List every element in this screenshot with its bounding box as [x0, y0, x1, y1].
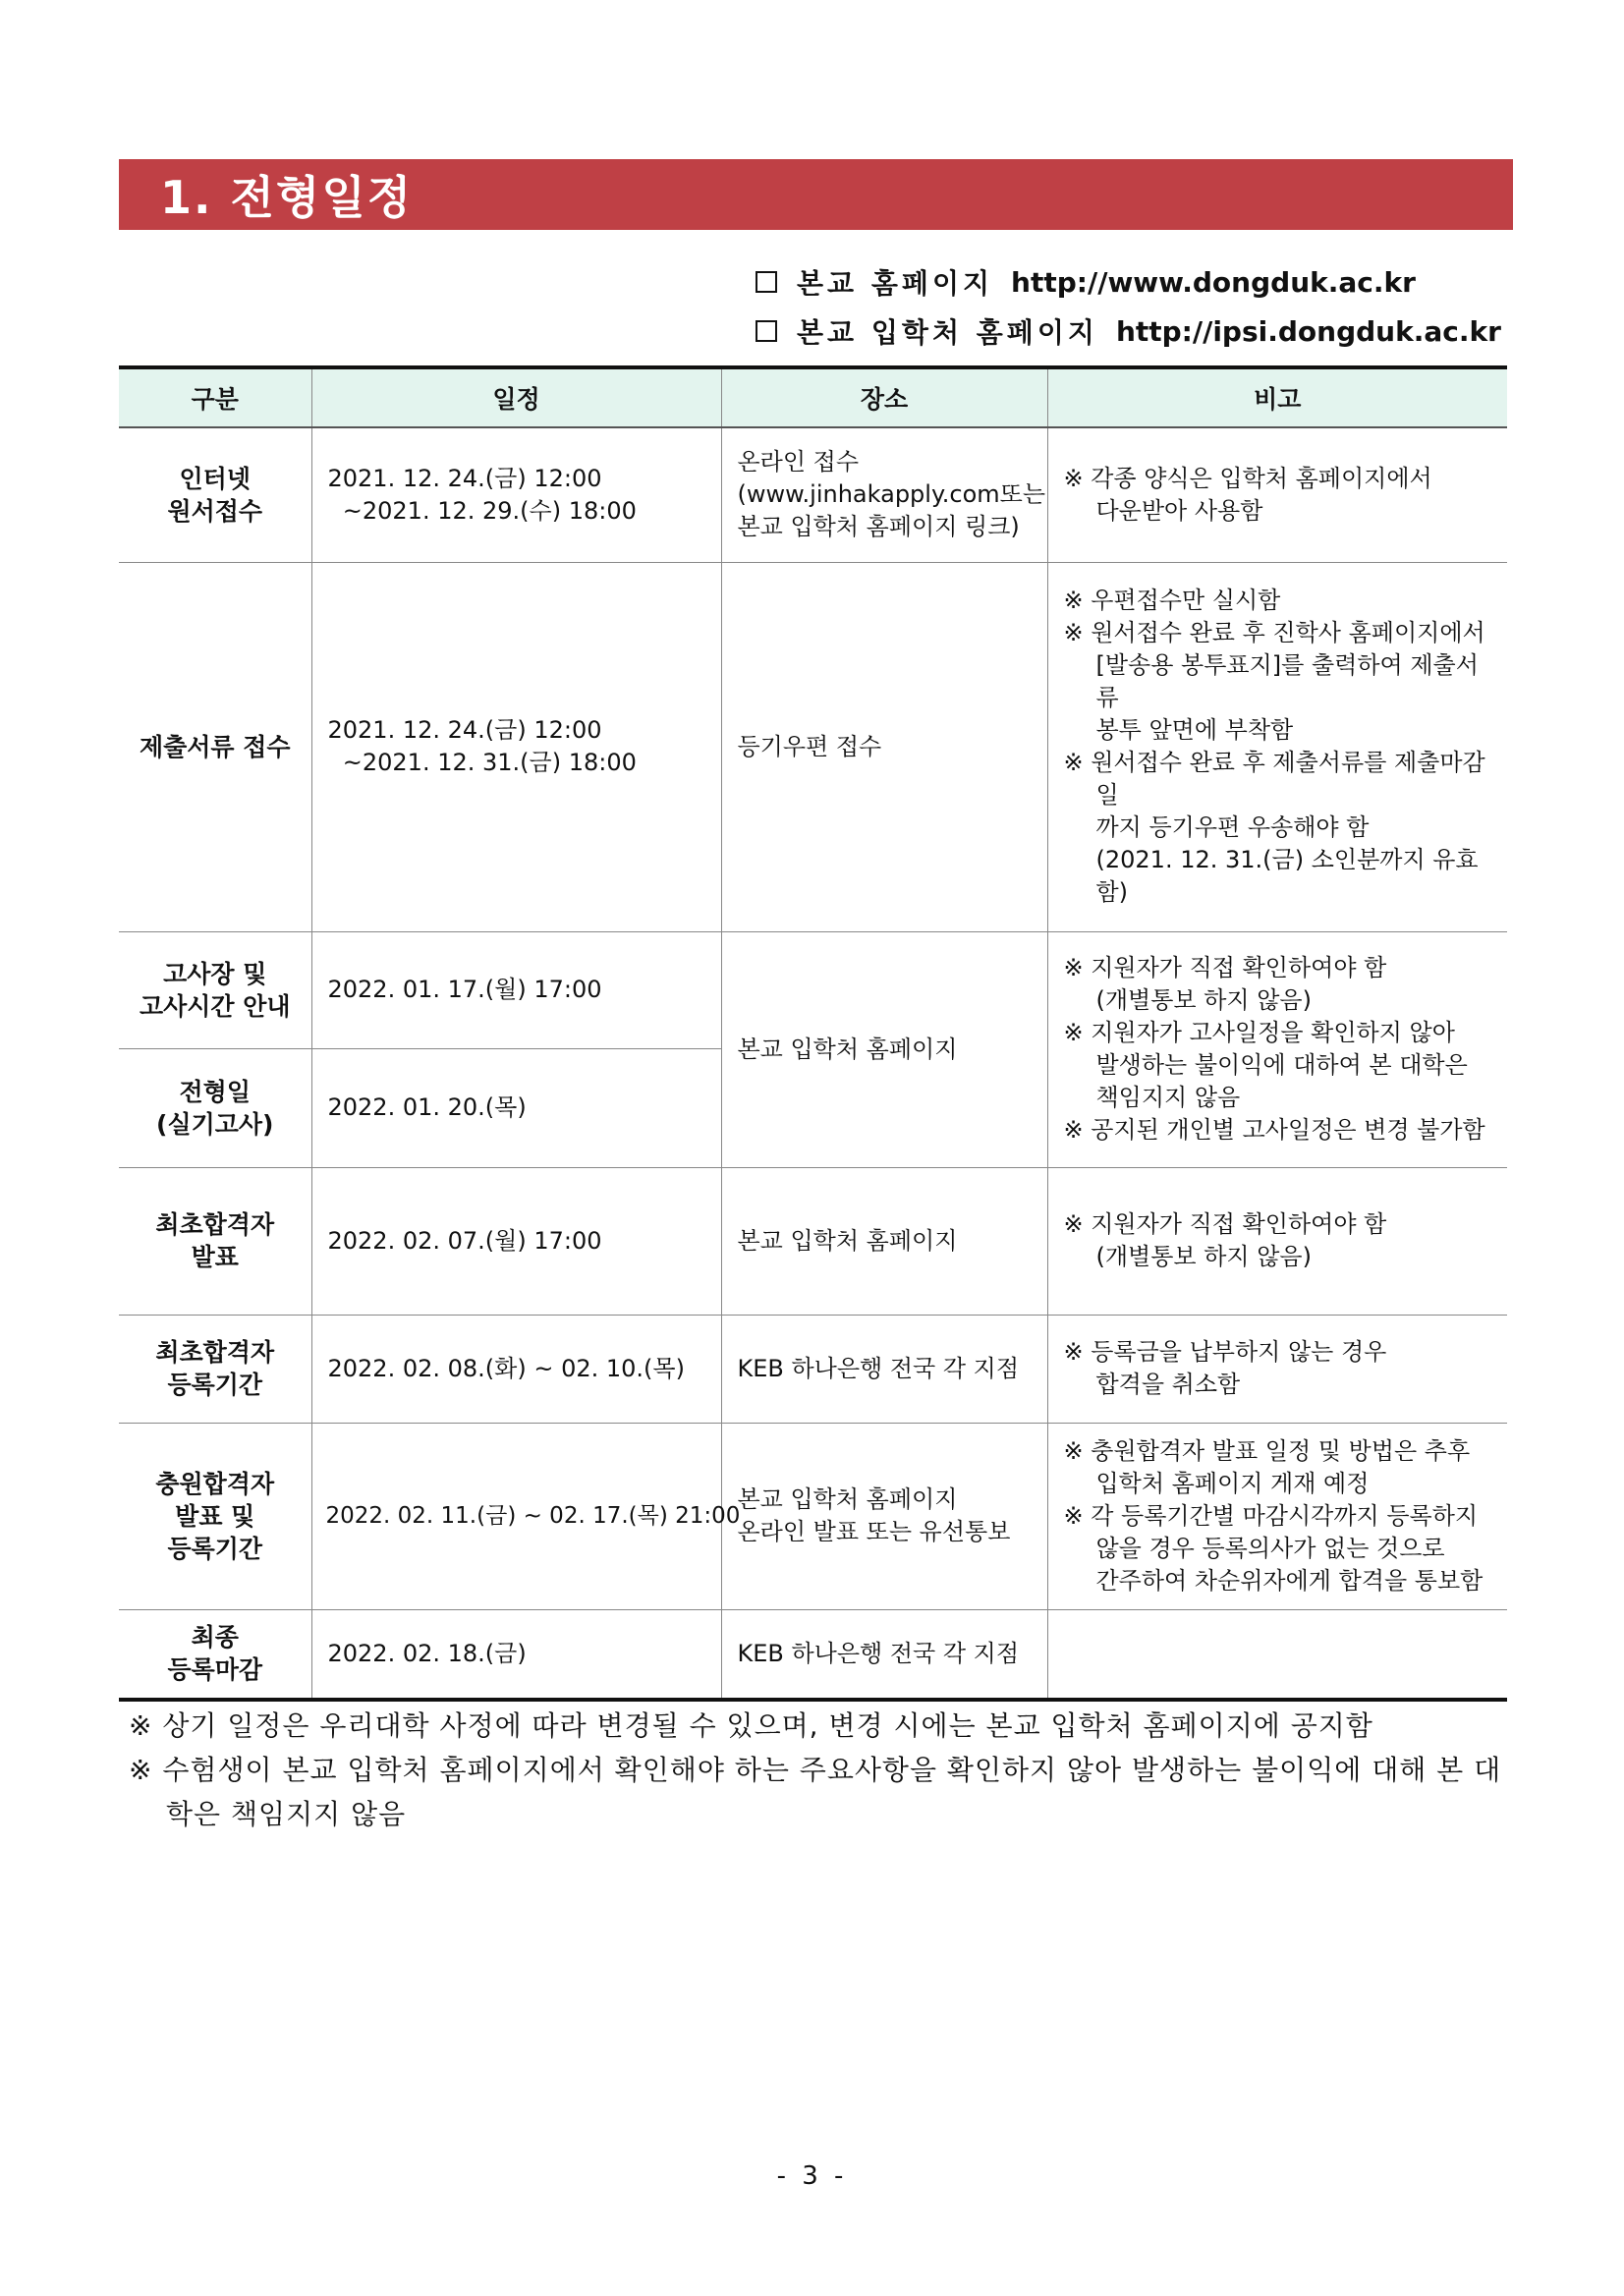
note-item: ※ 지원자가 직접 확인하여야 함 (개별통보 하지 않음) [1063, 954, 1387, 1014]
row-category: 최초합격자 등록기간 [119, 1315, 311, 1423]
admission-link-line [756, 307, 1501, 356]
date-line: ~2021. 12. 31.(금) 18:00 [327, 749, 637, 776]
place-line: 온라인 접수 [737, 448, 860, 476]
row-category: 충원합격자 발표 및 등록기간 [119, 1423, 311, 1609]
row-date [311, 427, 721, 562]
row-date [311, 1315, 721, 1423]
date-line: 2022. 02. 18.(금) [327, 1639, 527, 1667]
homepage-link-url[interactable]: http://www.dongduk.ac.kr [1011, 265, 1416, 299]
homepage-links [756, 257, 1501, 356]
place-line: KEB 하나은행 전국 각 지점 [737, 1639, 1020, 1667]
row-place [721, 1315, 1047, 1423]
note-item: ※ 지원자가 직접 확인하여야 함 (개별통보 하지 않음) [1063, 1210, 1387, 1270]
row-place [721, 562, 1047, 931]
row-date [311, 1609, 721, 1700]
note-item: ※ 원서접수 완료 후 제출서류를 제출마감일 까지 등기우편 우송해야 함 (2021. 12. 31.(금) 소인분까지 유효함) [1063, 749, 1485, 906]
table-row [119, 1315, 1507, 1423]
date-line: ~2021. 12. 29.(수) 18:00 [327, 496, 637, 525]
row-place [721, 1423, 1047, 1609]
note-item: ※ 공지된 개인별 고사일정은 변경 불가함 [1063, 1116, 1485, 1144]
row-category: 최초합격자 발표 [119, 1167, 311, 1315]
page-number: - 3 - [776, 2161, 848, 2191]
note-item: ※ 우편접수만 실시함 [1063, 587, 1281, 614]
note-item: ※ 각종 양식은 입학처 홈페이지에서 다운받아 사용함 [1063, 464, 1432, 525]
date-line: 2022. 02. 08.(화) ~ 02. 10.(목) [327, 1354, 685, 1382]
place-line: KEB 하나은행 전국 각 지점 [737, 1354, 1020, 1382]
table-row [119, 427, 1507, 562]
table-row [119, 1609, 1507, 1700]
admission-link-url[interactable]: http://ipsi.dongduk.ac.kr [1115, 314, 1501, 348]
table-row [119, 1423, 1507, 1609]
header-category: 구분 [119, 367, 311, 427]
checkbox-icon [756, 271, 777, 293]
table-row [119, 1167, 1507, 1315]
admission-link-label: 본교 입학처 홈페이지 [797, 316, 1098, 349]
footnotes [129, 1704, 1522, 1836]
checkbox-icon [756, 320, 777, 342]
header-notes: 비고 [1047, 367, 1507, 427]
row-category: 인터넷 원서접수 [119, 427, 311, 562]
schedule-table [119, 365, 1507, 1702]
note-item: ※ 지원자가 고사일정을 확인하지 않아 발생하는 불이익에 대하여 본 대학은 책임지지 않음 [1063, 1019, 1468, 1111]
place-line: 본교 입학처 홈페이지 [737, 1226, 958, 1255]
homepage-link-line [756, 257, 1501, 307]
place-line: 본교 입학처 홈페이지 [737, 1485, 958, 1513]
row-notes [1047, 931, 1507, 1167]
row-notes [1047, 1609, 1507, 1700]
date-line: 2021. 12. 24.(금) 12:00 [327, 464, 602, 492]
note-item: ※ 충원합격자 발표 일정 및 방법은 추후 입학처 홈페이지 게재 예정 [1063, 1436, 1471, 1497]
row-place [721, 427, 1047, 562]
place-line: 온라인 발표 또는 유선통보 [737, 1518, 1011, 1545]
row-date [311, 931, 721, 1048]
note-item: ※ 원서접수 완료 후 진학사 홈페이지에서 [발송용 봉투표지]를 출력하여 제출서류 봉투 앞면에 부착함 [1063, 619, 1485, 744]
row-place [721, 931, 1047, 1167]
place-line: (www.jinhakapply.com또는 [737, 480, 1045, 509]
section-title-banner [119, 159, 1513, 230]
row-date [311, 1423, 741, 1609]
row-category: 제출서류 접수 [119, 562, 311, 931]
row-notes [1047, 1167, 1507, 1315]
row-category: 고사장 및 고사시간 안내 [119, 931, 311, 1048]
place-line: 등기우편 접수 [737, 732, 882, 760]
place-line: 본교 입학처 홈페이지 링크) [737, 513, 1020, 541]
date-line: 2022. 01. 17.(월) 17:00 [327, 976, 602, 1003]
row-notes [1047, 427, 1507, 562]
note-item: ※ 등록금을 납부하지 않는 경우 합격을 취소함 [1063, 1338, 1387, 1398]
row-place [721, 1167, 1047, 1315]
table-header-row [119, 367, 1507, 427]
row-date [311, 562, 721, 931]
table-row [119, 931, 1507, 1048]
row-notes [1047, 1315, 1507, 1423]
date-line: 2022. 01. 20.(목) [327, 1093, 527, 1121]
header-place: 장소 [721, 367, 1047, 427]
footnote: ※ 수험생이 본교 입학처 홈페이지에서 확인해야 하는 주요사항을 확인하지 않아 발생하는 불이익에 대해 본 대학은 책임지지 않음 [129, 1754, 1502, 1830]
date-line: 2022. 02. 07.(월) 17:00 [327, 1226, 602, 1255]
homepage-link-label: 본교 홈페이지 [797, 267, 994, 300]
date-line: 2021. 12. 24.(금) 12:00 [327, 716, 602, 744]
row-notes [1047, 1423, 1507, 1609]
section-title: 1. 전형일정 [160, 171, 414, 224]
note-item: ※ 각 등록기간별 마감시각까지 등록하지 않을 경우 등록의사가 없는 것으로 간주하여 차순위자에게 합격을 통보함 [1063, 1501, 1484, 1595]
row-category: 최종 등록마감 [119, 1609, 311, 1700]
footnote: ※ 상기 일정은 우리대학 사정에 따라 변경될 수 있으며, 변경 시에는 본교 입학처 홈페이지에 공지함 [129, 1709, 1373, 1742]
row-category: 전형일 (실기고사) [119, 1048, 311, 1167]
place-line: 본교 입학처 홈페이지 [737, 1035, 958, 1063]
header-date: 일정 [311, 367, 721, 427]
table-row [119, 562, 1507, 931]
row-date [311, 1048, 721, 1167]
row-notes [1047, 562, 1507, 931]
row-place [721, 1609, 1047, 1700]
row-date [311, 1167, 721, 1315]
date-line: 2022. 02. 11.(금) ~ 02. 17.(목) 21:00 [325, 1502, 741, 1529]
